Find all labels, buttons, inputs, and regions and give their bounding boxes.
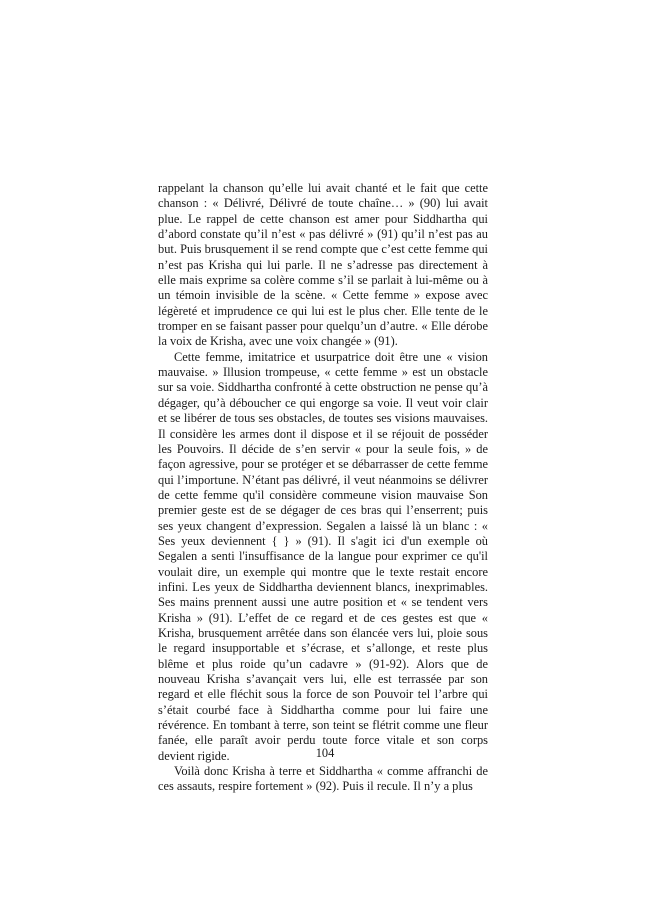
page-body bbox=[158, 181, 488, 795]
page-number: 104 bbox=[315, 746, 335, 760]
paragraph-3: Voilà donc Krisha à terre et Siddhartha « comme affranchi de ces assauts, respire fortement » (92). Puis il recule. Il n’y a plus bbox=[158, 764, 488, 794]
paragraph-1: rappelant la chanson qu’elle lui avait chanté et le fait que cette chanson : « Délivré, Délivré de toute chaîne… » (90) lui avait plue. Le rappel de cette chanson est amer pour Siddhartha qui d’abord constate qu’il n’est « pas délivré » (91) qu’il n’est pas au but. Puis brusquement il se rend compte que c’est cette femme qui n’est pas Krisha qui lui parle. Il ne s’adresse pas directement à elle mais exprime sa colère comme s’il se parlait à lui-même ou à un témoin invisible de la scène. « Cette femme » expose avec légèreté et imprudence ce qui lui est le plus cher. Elle tente de le tromper en se faisant passer pour quelqu’un d’autre. « Elle dérobe la voix de Krisha, avec une voix changée » (91). bbox=[158, 181, 488, 349]
paragraph-2: Cette femme, imitatrice et usurpatrice doit être une « vision mauvaise. » Illusion trompeuse, « cette femme » est un obstacle sur sa voie. Siddhartha confronté à cette obstruction ne pense qu’à dégager, qu’à déboucher ce qui engorge sa voie. Il veut voir clair et se libérer de tous ses obstacles, de toutes ses visions mauvaises. Il considère les armes dont il dispose et il se réjouit de posséder les Pouvoirs. Il décide de s’en servir « pour la seule fois, » de façon agressive, pour se protéger et se débarrasser de cette femme qui l’importune. N’étant pas délivré, il veut néanmoins se délivrer de cette femme qu'il considère commeune vision mauvaise Son premier geste est de se dégager de ces bras qui l’enserrent; puis ses yeux changent d’expression. Segalen a laissé là un blanc : « Ses yeux deviennent { } » (91). Il s'agit ici d'un exemple où Segalen a senti l'insuffisance de la langue pour exprimer ce qu'il voulait dire, un exemple qui montre que le texte restait encore infini. Les yeux de Siddhartha deviennent blancs, inexprimables. Ses mains prennent aussi une autre position et « se tendent vers Krisha » (91). L’effet de ce regard et de ces gestes est que « Krisha, brusquement arrêtée dans son élancée vers lui, ploie sous le regard insupportable et s’écrase, et s’allonge, et reste plus blême et plus roide qu’un cadavre » (91-92). Alors que de nouveau Krisha s’avançait vers lui, elle est terrassée par son regard et elle fléchit sous la force de son Pouvoir tel l’arbre qui s’était courbé face à Siddhartha comme pour lui faire une révérence. En tombant à terre, son teint se flétrit comme une fleur fanée, elle paraît avoir perdu toute force vitale et son corps devient rigide. bbox=[158, 349, 488, 763]
